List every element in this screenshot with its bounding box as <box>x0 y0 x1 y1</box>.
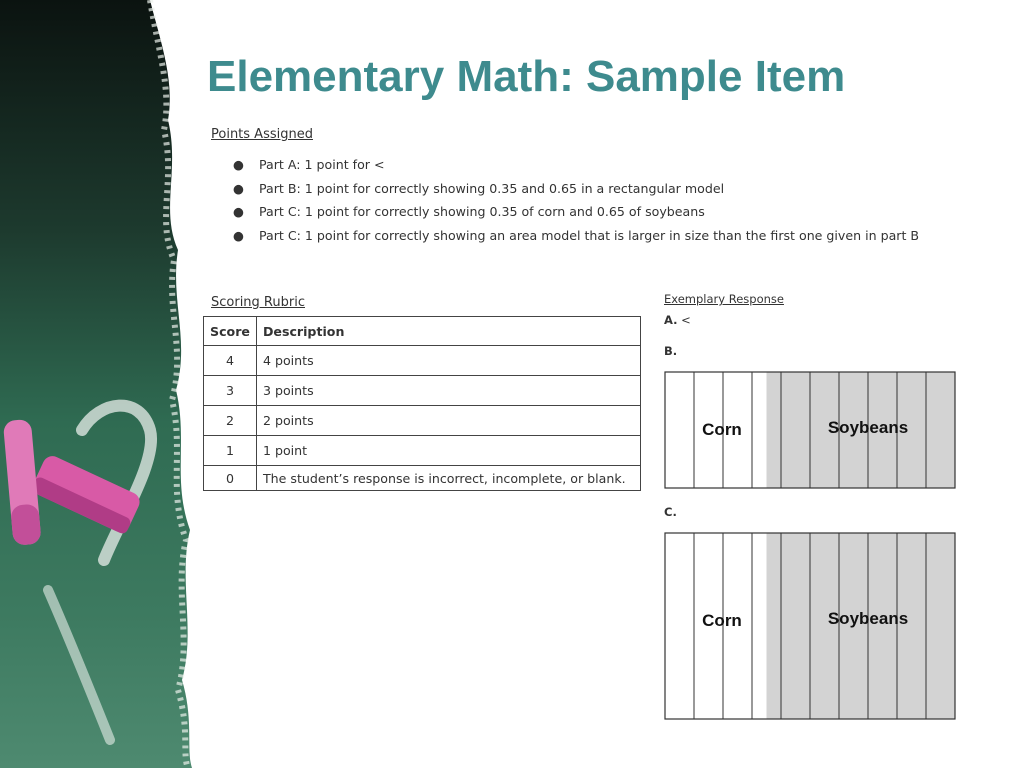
points-assigned-list <box>233 155 919 249</box>
table-row <box>204 406 641 436</box>
bullet-icon: ● <box>233 180 244 196</box>
score-cell: 4 <box>204 346 257 376</box>
list-item <box>233 155 919 179</box>
points-assigned-heading: Points Assigned <box>211 127 313 142</box>
table-row <box>204 436 641 466</box>
score-cell: 2 <box>204 406 257 436</box>
table-row <box>204 346 641 376</box>
part-a-label: A. <box>664 313 678 327</box>
table-header-row <box>204 317 641 346</box>
part-c-label: C. <box>664 505 677 519</box>
bullet-icon: ● <box>233 204 244 219</box>
bullet-icon: ● <box>233 227 244 243</box>
slide-title: Elementary Math: Sample Item <box>207 52 846 101</box>
bullet-icon: ● <box>233 157 244 172</box>
point-text: Part A: 1 point for < <box>259 157 385 172</box>
description-cell: 3 points <box>256 376 640 406</box>
exemplary-response-heading: Exemplary Response <box>664 292 784 306</box>
table-row <box>204 376 641 406</box>
soybeans-label: Soybeans <box>827 418 909 437</box>
part-c-area-model <box>664 532 956 720</box>
description-cell: 4 points <box>256 346 640 376</box>
part-a-response <box>664 313 691 327</box>
list-item <box>233 202 919 226</box>
score-cell: 0 <box>204 466 257 491</box>
list-item <box>233 179 919 203</box>
description-cell: 2 points <box>256 406 640 436</box>
point-text: Part C: 1 point for correctly showing 0.35 of corn and 0.65 of soybeans <box>259 204 705 219</box>
chalkboard-background-image <box>0 0 200 768</box>
part-b-label: B. <box>664 344 678 358</box>
description-cell: 1 point <box>256 436 640 466</box>
part-c-response <box>664 505 677 519</box>
description-cell: The student’s response is incorrect, incomplete, or blank. <box>256 466 640 491</box>
point-text: Part B: 1 point for correctly showing 0.35 and 0.65 in a rectangular model <box>259 180 725 196</box>
part-b-response <box>664 344 677 358</box>
corn-label: Corn <box>702 420 742 439</box>
part-a-answer: < <box>681 313 691 327</box>
soybeans-label: Soybeans <box>827 609 909 628</box>
score-cell: 3 <box>204 376 257 406</box>
part-b-area-model <box>664 371 956 489</box>
scoring-rubric-heading: Scoring Rubric <box>211 295 305 310</box>
list-item <box>233 226 919 250</box>
point-text: Part C: 1 point for correctly showing an area model that is larger in size than the first one given in part B <box>259 227 920 243</box>
description-column-header: Description <box>256 317 640 346</box>
scoring-rubric-table <box>203 316 641 491</box>
score-column-header: Score <box>204 317 257 346</box>
score-cell: 1 <box>204 436 257 466</box>
table-row <box>204 466 641 491</box>
corn-label: Corn <box>702 611 742 630</box>
